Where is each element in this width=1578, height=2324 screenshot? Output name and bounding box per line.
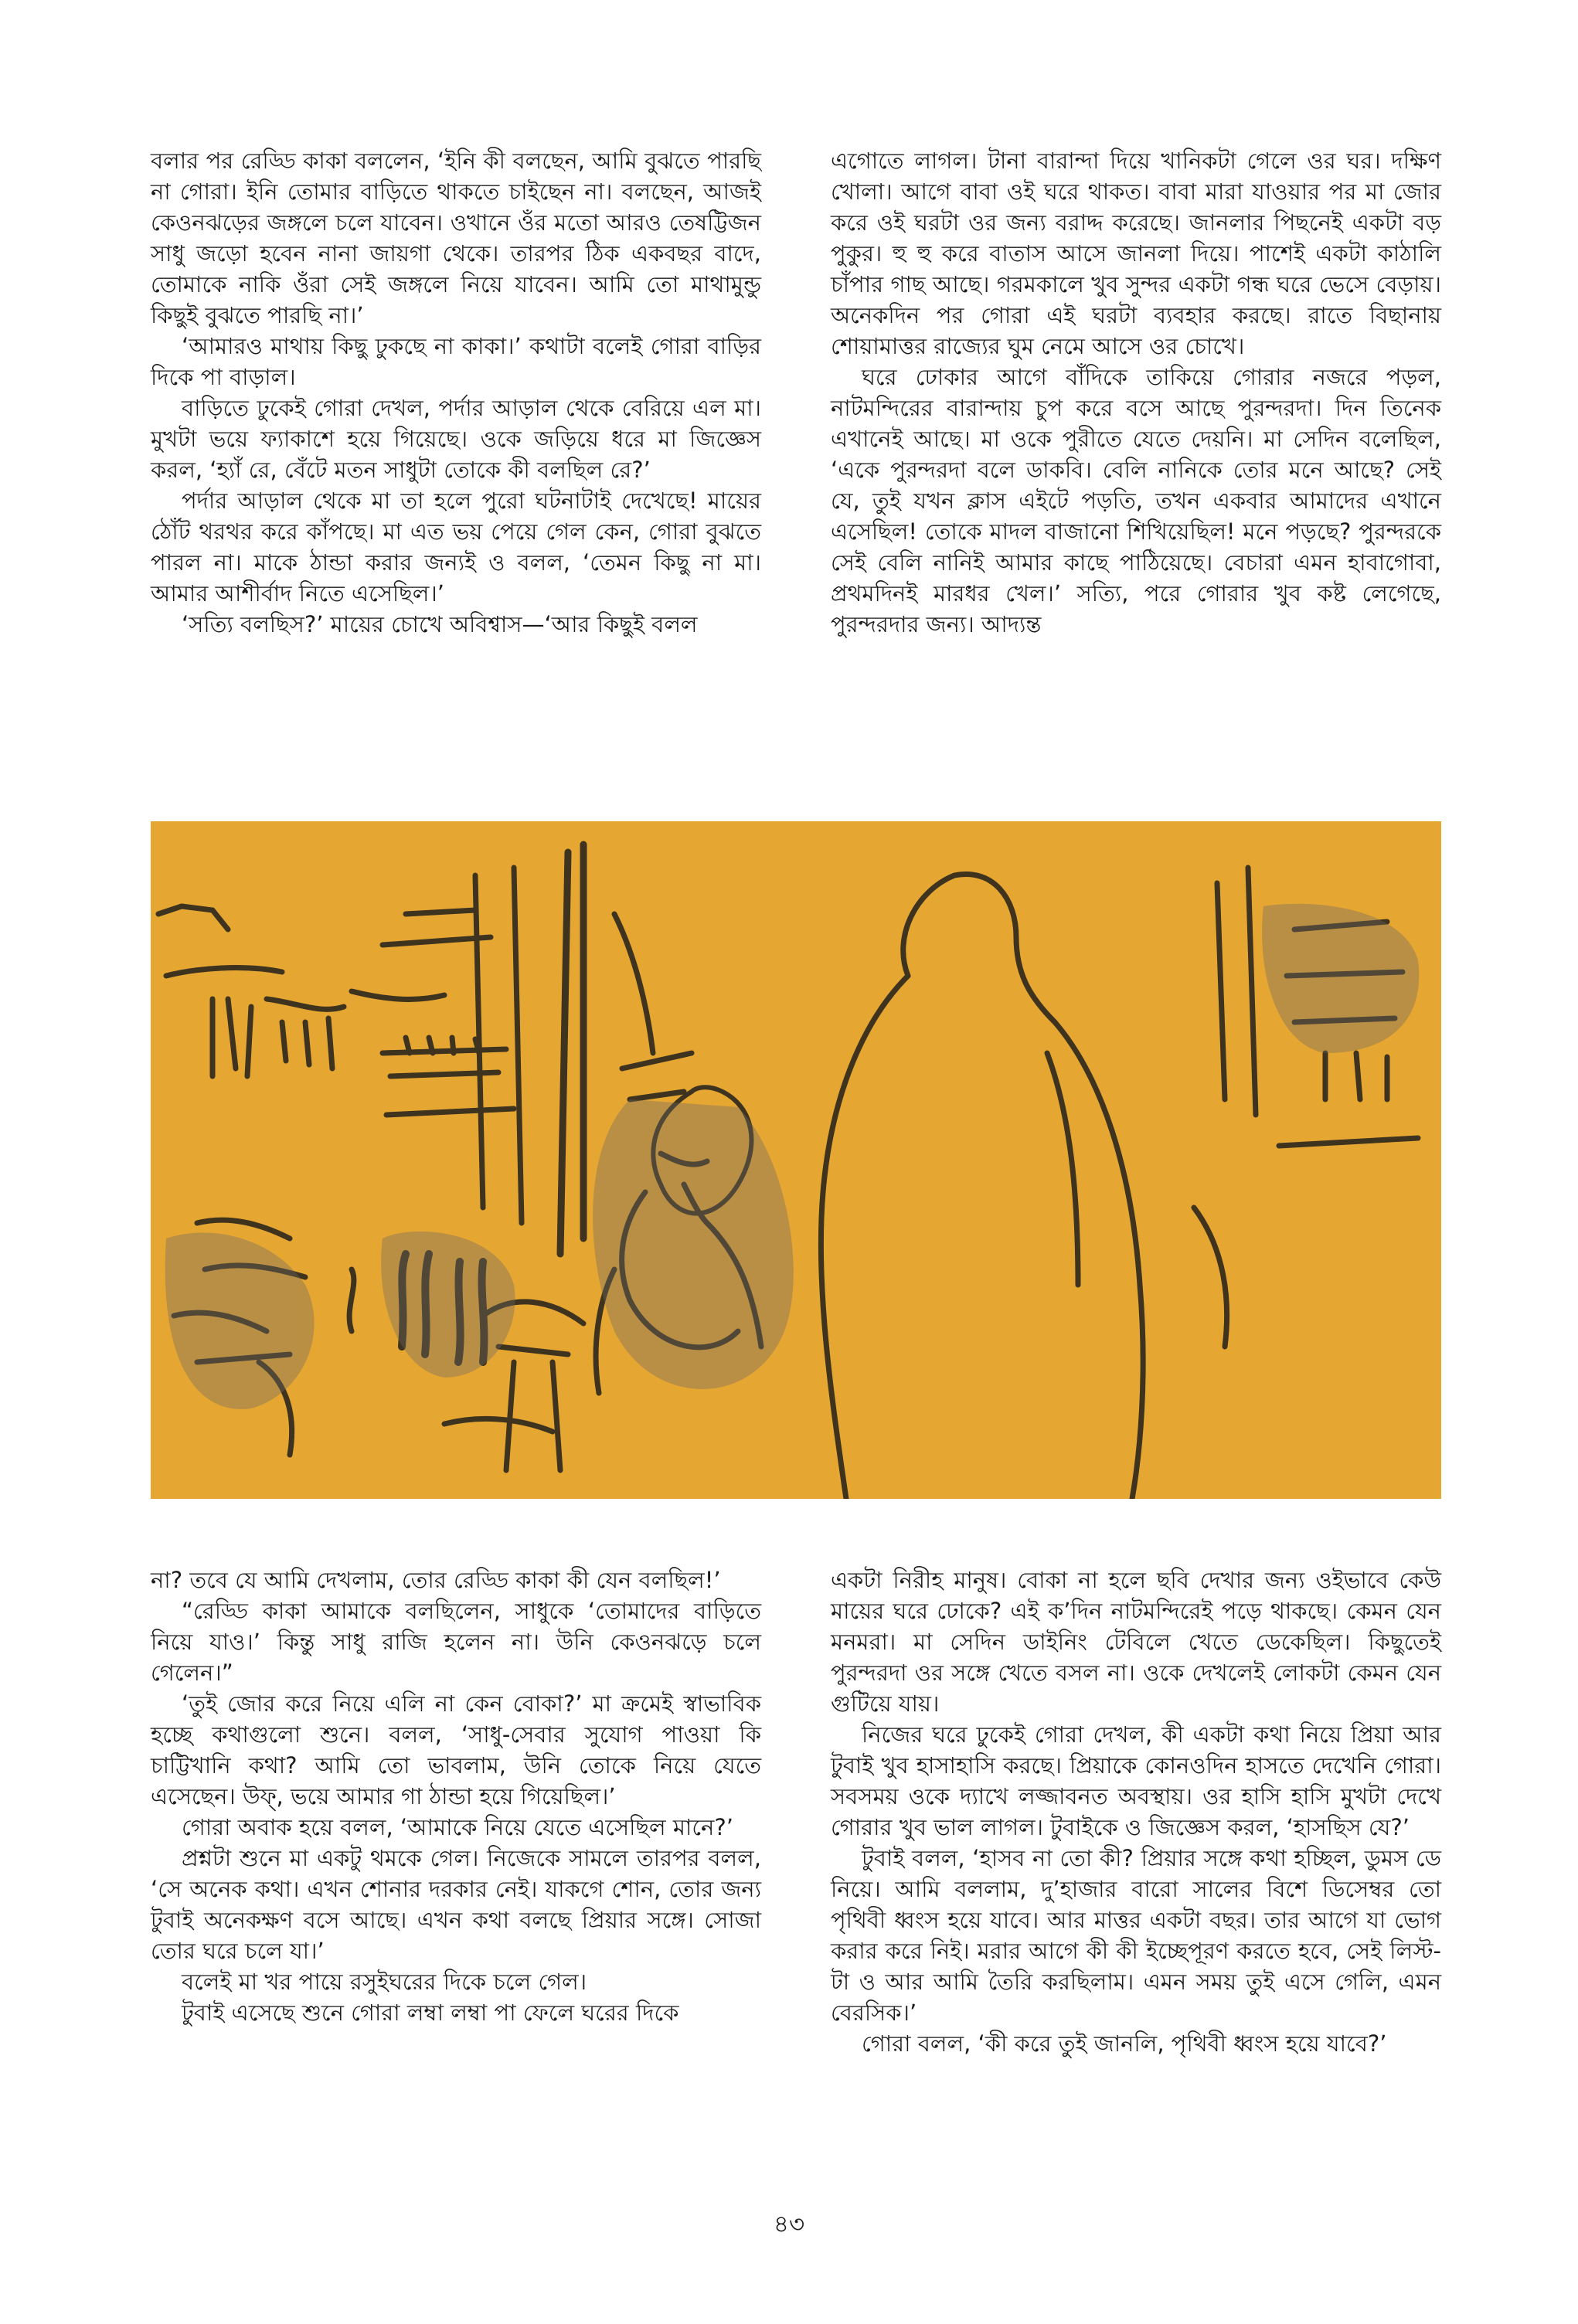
paragraph: এগোতে লাগল। টানা বারান্দা দিয়ে খানিকটা গেলে ওর ঘর। দক্ষিণ খোলা। আগে বাবা ওই ঘরে থাকত। বাবা মারা যাওয়ার পর মা জোর করে ওই ঘরটা ওর জন্য বরাদ্দ করেছে। জানলার পিছনেই একটা বড় পুকুর। হু হু করে বাতাস আসে জানলা দিয়ে। পাশেই একটা কাঠালি চাঁপার গাছ আছে। গরমকালে খুব সুন্দর একটা গন্ধ ঘরে ভেসে বেড়ায়। অনেকদিন পর গোরা এই ঘরটা ব্যবহার করছে। রাতে বিছানায় শোয়ামাত্তর রাজ্যের ঘুম নেমে আসে ওর চোখে। [831,148,1441,359]
text-column-bottom-right [831,1565,1441,2059]
paragraph: গোরা অবাক হয়ে বলল, ‘আমাকে নিয়ে যেতে এসেছিল মানে?’ [182,1814,733,1840]
paragraph: ‘সত্যি বলছিস?’ মায়ের চোখে অবিশ্বাস—‘আর কিছুই বলল [182,611,698,637]
paragraph: গোরা বলল, ‘কী করে তুই জানলি, পৃথিবী ধ্বংস হয়ে যাবে?’ [862,2030,1387,2057]
paragraph: ‘আমারও মাথায় কিছু ঢুকছে না কাকা।’ কথাটা বলেই গোরা বাড়ির দিকে পা বাড়াল। [151,333,761,390]
paragraph: “রেড্ডি কাকা আমাকে বলছিলেন, সাধুকে ‘তোমাদের বাড়িতে নিয়ে যাও।’ কিন্তু সাধু রাজি হলেন না। উনি কেওনঝড়ে চলে গেলেন।” [151,1598,761,1686]
paragraph: বলেই মা খর পায়ে রসুইঘরের দিকে চলে গেল। [182,1969,587,1995]
paragraph: টুবাই বলল, ‘হাসব না তো কী? প্রিয়ার সঙ্গে কথা হচ্ছিল, ডুমস ডে নিয়ে। আমি বললাম, দু’হাজার বারো সালের বিশে ডিসেম্বর তো পৃথিবী ধ্বংস হয়ে যাবে। আর মাত্তর একটা বছর। তার আগে যা ভোগ করার করে নিই। মরার আগে কী কী ইচ্ছেপূরণ করতে হবে, সেই লিস্ট-টা ও আর আমি তৈরি করছিলাম। এমন সময় তুই এসে গেলি, এমন বেরসিক।’ [831,1845,1441,2026]
text-column-top-right [831,145,1441,640]
paragraph: টুবাই এসেছে শুনে গোরা লম্বা লম্বা পা ফেলে ঘরের দিকে [182,2000,679,2026]
paragraph: ঘরে ঢোকার আগে বাঁদিকে তাকিয়ে গোরার নজরে পড়ল, নাটমন্দিরের বারান্দায় চুপ করে বসে আছে পুরন্দরদা। দিন তিনেক এখানেই আছে। মা ওকে পুরীতে যেতে দেয়নি। মা সেদিন বলেছিল, ‘একে পুরন্দরদা বলে ডাকবি। বেলি নানিকে তোর মনে আছে? সেই যে, তুই যখন ক্লাস এইটে পড়তি, তখন একবার আমাদের এখানে এসেছিল! তোকে মাদল বাজানো শিখিয়েছিল! মনে পড়ছে? পুরন্দরকে সেই বেলি নানিই আমার কাছে পাঠিয়েছে। বেচারা এমন হাবাগোবা, প্রথমদিনই মারধর খেল।’ সত্যি, পরে গোরার খুব কষ্ট লেগেছে, পুরন্দরদার জন্য। আদ্যন্ত [831,364,1441,637]
paragraph: না? তবে যে আমি দেখলাম, তোর রেড্ডি কাকা কী যেন বলছিল!’ [151,1567,721,1593]
paragraph: ‘তুই জোর করে নিয়ে এলি না কেন বোকা?’ মা ক্রমেই স্বাভাবিক হচ্ছে কথাগুলো শুনে। বলল, ‘সাধু-সেবার সুযোগ পাওয়া কি চাট্টিখানি কথা? আমি তো ভাবলাম, উনি তোকে নিয়ে যেতে এসেছেন। উফ্, ভয়ে আমার গা ঠান্ডা হয়ে গিয়েছিল।’ [151,1690,761,1809]
ink-wash-sketch [151,821,1441,1499]
text-column-top-left [151,145,761,640]
paragraph: একটা নিরীহ মানুষ। বোকা না হলে ছবি দেখার জন্য ওইভাবে কেউ মায়ের ঘরে ঢোকে? এই ক’দিন নাটমন্দিরেই পড়ে থাকছে। কেমন যেন মনমরা। মা সেদিন ডাইনিং টেবিলে খেতে ডেকেছিল। কিছুতেই পুরন্দরদা ওর সঙ্গে খেতে বসল না। ওকে দেখলেই লোকটা কেমন যেন গুটিয়ে যায়। [831,1567,1441,1717]
paragraph: প্রশ্নটা শুনে মা একটু থমকে গেল। নিজেকে সামলে তারপর বলল, ‘সে অনেক কথা। এখন শোনার দরকার নেই। যাকগে শোন, তোর জন্য টুবাই অনেকক্ষণ বসে আছে। এখন কথা বলছে প্রিয়ার সঙ্গে। সোজা তোর ঘরে চলে যা।’ [151,1845,761,1964]
page-number: ৪৩ [773,2210,805,2238]
paragraph: পর্দার আড়াল থেকে মা তা হলে পুরো ঘটনাটাই দেখেছে! মায়ের ঠোঁট থরথর করে কাঁপছে। মা এত ভয় পেয়ে গেল কেন, গোরা বুঝতে পারল না। মাকে ঠান্ডা করার জন্যই ও বলল, ‘তেমন কিছু না মা। আমার আশীর্বাদ নিতে এসেছিল।’ [151,488,761,606]
paragraph: বাড়িতে ঢুকেই গোরা দেখল, পর্দার আড়াল থেকে বেরিয়ে এল মা। মুখটা ভয়ে ফ্যাকাশে হয়ে গিয়েছে। ওকে জড়িয়ে ধরে মা জিজ্ঞেস করল, ‘হ্যাঁ রে, বেঁটে মতন সাধুটা তোকে কী বলছিল রে?’ [151,395,761,483]
paragraph: বলার পর রেড্ডি কাকা বললেন, ‘ইনি কী বলছেন, আমি বুঝতে পারছি না গোরা। ইনি তোমার বাড়িতে থাকতে চাইছেন না। বলছেন, আজই কেওনঝড়ের জঙ্গলে চলে যাবেন। ওখানে ওঁর মতো আরও তেষট্টিজন সাধু জড়ো হবেন নানা জায়গা থেকে। তারপর ঠিক একবছর বাদে, তোমাকে নাকি ওঁরা সেই জঙ্গলে নিয়ে যাবেন। আমি তো মাথামুন্ডু কিছুই বুঝতে পারছি না।’ [151,148,761,328]
paragraph: নিজের ঘরে ঢুকেই গোরা দেখল, কী একটা কথা নিয়ে প্রিয়া আর টুবাই খুব হাসাহাসি করছে। প্রিয়াকে কোনওদিন হাসতে দেখেনি গোরা। সবসময় ওকে দ্যাখে লজ্জাবনত অবস্থায়। ওর হাসি হাসি মুখটা দেখে গোরার খুব ভাল লাগল। টুবাইকে ও জিজ্ঞেস করল, ‘হাসছিস যে?’ [831,1721,1441,1840]
text-column-bottom-left [151,1565,761,2028]
illustration [151,821,1441,1499]
